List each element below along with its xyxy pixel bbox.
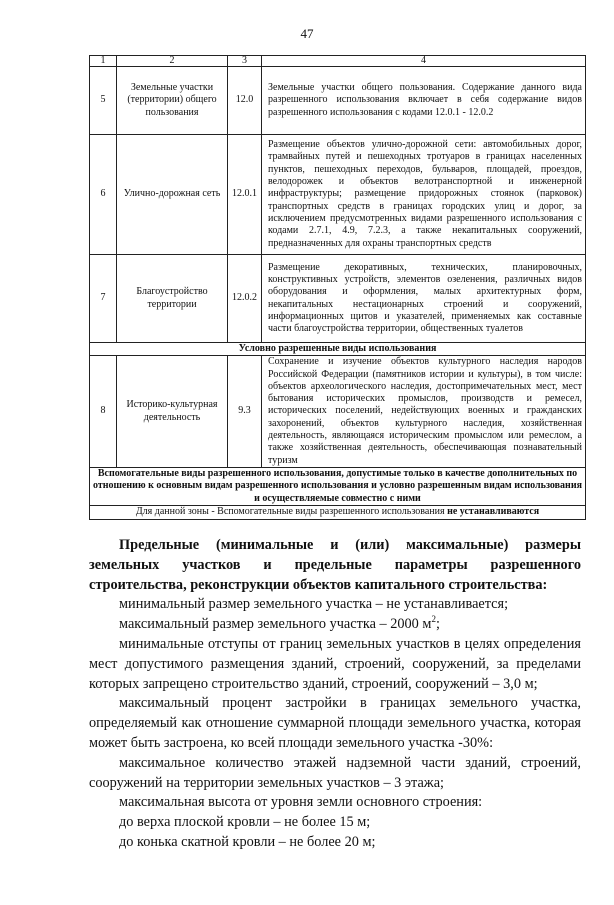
row-number: 5 (90, 67, 117, 135)
auxiliary-section-title: Вспомогательные виды разрешенного использования, допустимые только в качестве дополнительных по отношению к основным видам разрешенного использования и условно разрешенным видам использования и осуществляемые совместно с ними (90, 467, 586, 506)
conditional-section-title: Условно разрешенные виды использования (90, 343, 586, 356)
auxiliary-note-bold: не устанавливаются (447, 506, 540, 518)
header-cell: 3 (228, 56, 262, 67)
conditional-section-row (90, 343, 586, 356)
auxiliary-section-row (90, 467, 586, 506)
table-row (90, 135, 586, 255)
row-description: Земельные участки общего пользования. Содержание данного вида разрешенного использования включает в себя содержание видов разрешенного использования с кодами 12.0.1 - 12.0.2 (262, 67, 586, 135)
max-area-sup: 2 (431, 614, 436, 625)
header-cell: 4 (262, 56, 586, 67)
row-name: Благоустройство территории (117, 255, 228, 343)
max-area-suffix: ; (435, 616, 440, 633)
setbacks-line: минимальные отступы от границ земельных участков в целях определения мест допустимого размещения зданий, строений, сооружений, за пределами которых запрещено строительство зданий, строений, сооружений – 3,0 м; (89, 635, 581, 692)
min-area-line: минимальный размер земельного участка – не устанавливается; (119, 596, 509, 613)
land-use-table (89, 55, 586, 520)
row-code: 12.0 (228, 67, 262, 135)
row-number: 7 (90, 255, 117, 343)
header-cell: 1 (90, 56, 117, 67)
height-title-line: максимальная высота от уровня земли основного строения: (119, 794, 483, 811)
auxiliary-note-text: Для данной зоны - Вспомогательные виды разрешенного использования (135, 506, 448, 518)
page-number: 47 (300, 26, 314, 41)
parameters-section (89, 536, 581, 853)
row-code: 12.0.1 (228, 135, 262, 255)
max-area-line (89, 615, 581, 635)
row-name: Улично-дорожная сеть (117, 135, 228, 255)
row-name: Историко-культурная деятельность (117, 356, 228, 468)
header-cell: 2 (117, 56, 228, 67)
row-code: 9.3 (228, 356, 262, 468)
table-row (90, 356, 586, 468)
floors-line: максимальное количество этажей надземной части зданий, строений, сооружений на территории земельных участков – 3 этажа; (89, 754, 581, 791)
height-pitched-line: до конька скатной кровли – не более 20 м; (119, 833, 376, 850)
table-row (90, 67, 586, 135)
coverage-line: максимальный процент застройки в границах земельного участка, определяемый как отношение суммарной площади земельного участка, которая может быть застроена, ко всей площади земельного участка -30%: (89, 695, 581, 751)
max-area-text: максимальный размер земельного участка – 2000 м (119, 616, 432, 633)
parameters-heading: Предельные (минимальные и (или) максимальные) размеры земельных участков и предельные параметры разрешенного строительства, реконструкции объектов капитального строительства: (89, 537, 581, 593)
row-code: 12.0.2 (228, 255, 262, 343)
row-number: 8 (90, 356, 117, 468)
auxiliary-note (90, 506, 586, 519)
auxiliary-note-row (90, 506, 586, 519)
table-header-row (90, 56, 586, 67)
row-number: 6 (90, 135, 117, 255)
height-flat-line: до верха плоской кровли – не более 15 м; (119, 814, 371, 831)
row-description: Размещение объектов улично-дорожной сети: автомобильных дорог, трамвайных путей и пешеходных тротуаров в границах населенных пунктов, пешеходных переходов, бульваров, площадей, проездов, велодорожек и объектов велотранспортной и инженерной инфраструктуры; размещение придорожных стоянок (парковок) транспортных средств в границах городских улиц и дорог, за исключением предусмотренных видами разрешенного использования с кодами 2.7.1, 4.9, 7.2.3, а также некапитальных сооружений, предназначенных для охраны транспортных средств (262, 135, 586, 255)
row-name: Земельные участки (территории) общего пользования (117, 67, 228, 135)
table-row (90, 255, 586, 343)
row-description: Размещение декоративных, технических, планировочных, конструктивных устройств, элементов озеленения, различных видов оборудования и оформления, малых архитектурных форм, некапитальных нестационарных строений и сооружений, информационных щитов и указателей, применяемых как составные части благоустройства территории, общественных туалетов (262, 255, 586, 343)
row-description: Сохранение и изучение объектов культурного наследия народов Российской Федерации (памятников истории и культуры), в том числе: объектов археологического наследия, достопримечательных мест, мест бытования исторических промыслов, производств и ремесел, исторических поселений, недействующих военных и гражданских захоронений, объектов культурного наследия, хозяйственная деятельность, являющаяся историческим промыслом или ремеслом, а также хозяйственная деятельность, обеспечивающая познавательный туризм (262, 356, 586, 468)
